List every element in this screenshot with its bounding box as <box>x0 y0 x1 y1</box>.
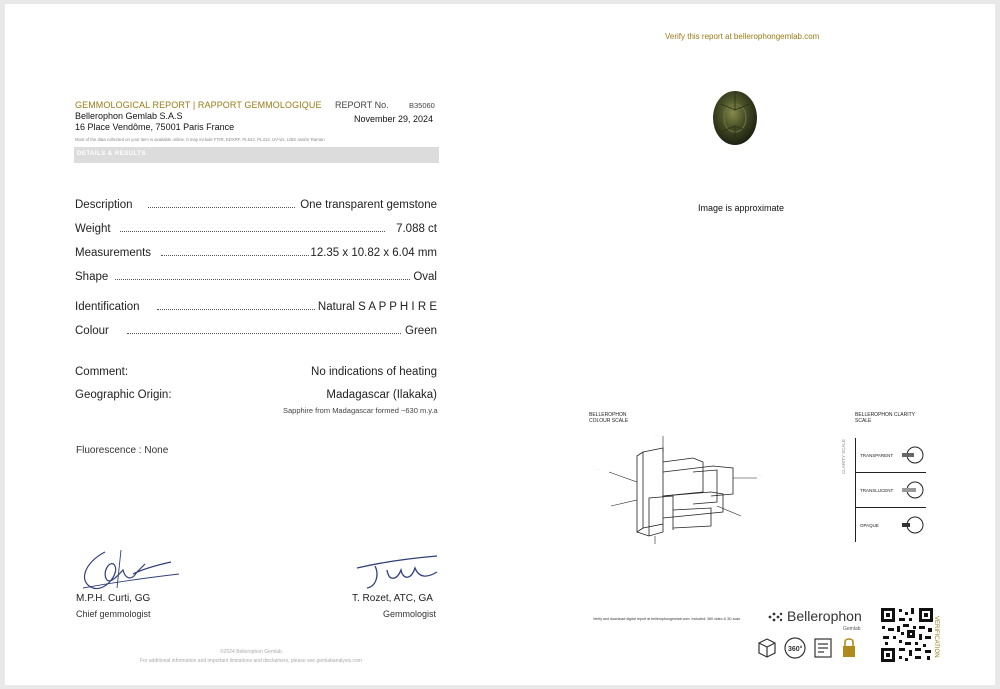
clarity-level-label: TRANSLUCENT <box>860 488 894 493</box>
origin-value: Madagascar (Ilakaka) <box>326 389 437 401</box>
fine-print: Most of the data collected on your item is available online. It may include FTIR, EDXRF, PL532, PL313, UV-vis, LIBS and/or Raman <box>75 137 325 142</box>
bellerophon-logo-icon <box>767 610 783 624</box>
detail-row-description <box>75 199 437 213</box>
feature-icons <box>755 636 875 662</box>
detail-value: Natural S A P P H I R E <box>317 301 437 313</box>
bottom-note: Verify and download digital report at bellerophongemlab.com. Included: 360 video & 3D scan <box>593 617 741 621</box>
detail-value: 7.088 ct <box>396 223 437 235</box>
detail-label: Colour <box>75 325 109 337</box>
360-icon <box>785 638 805 658</box>
clarity-level-label: TRANSPARENT <box>860 453 894 458</box>
transparent-icon <box>902 444 924 466</box>
signature-rozet <box>353 552 443 592</box>
report-number: B35060 <box>409 101 435 110</box>
detail-row-measurements <box>75 247 437 261</box>
dot-leader <box>157 309 315 310</box>
clarity-scale <box>855 438 926 542</box>
dot-leader <box>115 279 410 280</box>
detail-label: Description <box>75 199 133 211</box>
section-bar <box>74 147 439 163</box>
detail-row-weight <box>75 223 437 237</box>
verification-label: VERIFICATION <box>933 616 939 658</box>
origin-note: Sapphire from Madagascar formed ~630 m.y.a <box>283 406 438 415</box>
dot-leader <box>161 255 309 256</box>
detail-row-colour <box>75 325 437 339</box>
signature-role-1: Chief gemmologist <box>76 609 151 619</box>
clarity-level <box>856 508 926 542</box>
3d-cube-icon <box>759 639 775 657</box>
detail-label: Identification <box>75 301 140 313</box>
detail-label: Weight <box>75 223 111 235</box>
svg-text:·····: ····· <box>595 467 600 471</box>
detail-label: Measurements <box>75 247 152 259</box>
clarity-side-label: CLARITY SCALE <box>841 439 846 474</box>
report-title: GEMMOLOGICAL REPORT | RAPPORT GEMMOLOGIQUE <box>75 100 322 110</box>
brand-name: Bellerophon <box>787 608 862 624</box>
clarity-level <box>856 473 926 508</box>
footer-copyright: ©2024 Bellerophon Gemlab <box>220 649 282 655</box>
clarity-level <box>856 438 926 473</box>
detail-label: Shape <box>75 271 109 283</box>
signature-name-2: T. Rozet, ATC, GA <box>352 593 433 604</box>
origin-label: Geographic Origin: <box>75 389 172 401</box>
signature-name-1: M.P.H. Curti, GG <box>76 593 151 604</box>
signature-role-2: Gemmologist <box>383 609 437 619</box>
qr-code-icon[interactable] <box>879 606 935 664</box>
detail-row-shape <box>75 271 437 285</box>
company-name: Bellerophon Gemlab S.A.S <box>75 111 183 121</box>
footer-disclaimer: For additional information and important limitations and disclaimers, please see gemlabanalysis.com <box>140 658 362 664</box>
svg-text:·····: ····· <box>757 473 762 477</box>
detail-value: Oval <box>413 271 437 283</box>
detail-row-identification <box>75 301 437 315</box>
origin-row <box>75 389 437 403</box>
report-sheet <box>5 4 995 685</box>
detail-value: 12.35 x 10.82 x 6.04 mm <box>310 247 437 259</box>
colour-scale-label: BELLEROPHON COLOUR SCALE <box>589 412 629 424</box>
detail-value: Green <box>405 325 437 337</box>
opaque-icon <box>902 514 924 536</box>
clarity-scale-label: BELLEROPHON CLARITY SCALE <box>855 412 915 424</box>
dot-leader <box>148 207 295 208</box>
company-address: 16 Place Vendôme, 75001 Paris France <box>75 122 235 132</box>
svg-text:·····: ····· <box>655 433 660 437</box>
certificate-icon <box>815 639 831 657</box>
translucent-icon <box>902 479 924 501</box>
gemstone-image <box>711 90 759 146</box>
dot-leader <box>120 231 385 232</box>
clarity-level-label: OPAQUE <box>860 523 879 528</box>
comment-value: No indications of heating <box>311 366 437 378</box>
lock-icon <box>843 639 855 657</box>
brand-sub: Gemlab <box>843 626 861 632</box>
signature-curti <box>75 544 185 594</box>
report-number-label: REPORT No. <box>335 100 389 110</box>
report-date: November 29, 2024 <box>354 114 434 124</box>
comment-label: Comment: <box>75 366 129 378</box>
fluorescence: Fluorescence : None <box>76 445 169 456</box>
comment-row <box>75 366 437 380</box>
verify-link[interactable]: Verify this report at bellerophongemlab.com <box>665 32 820 41</box>
svg-text:360°: 360° <box>788 646 803 653</box>
colour-scale-diagram <box>593 432 783 548</box>
detail-value: One transparent gemstone <box>300 199 437 211</box>
image-caption: Image is approximate <box>698 203 785 213</box>
dot-leader <box>127 333 401 334</box>
section-bar-label: DETAILS & RESULTS <box>77 151 146 157</box>
